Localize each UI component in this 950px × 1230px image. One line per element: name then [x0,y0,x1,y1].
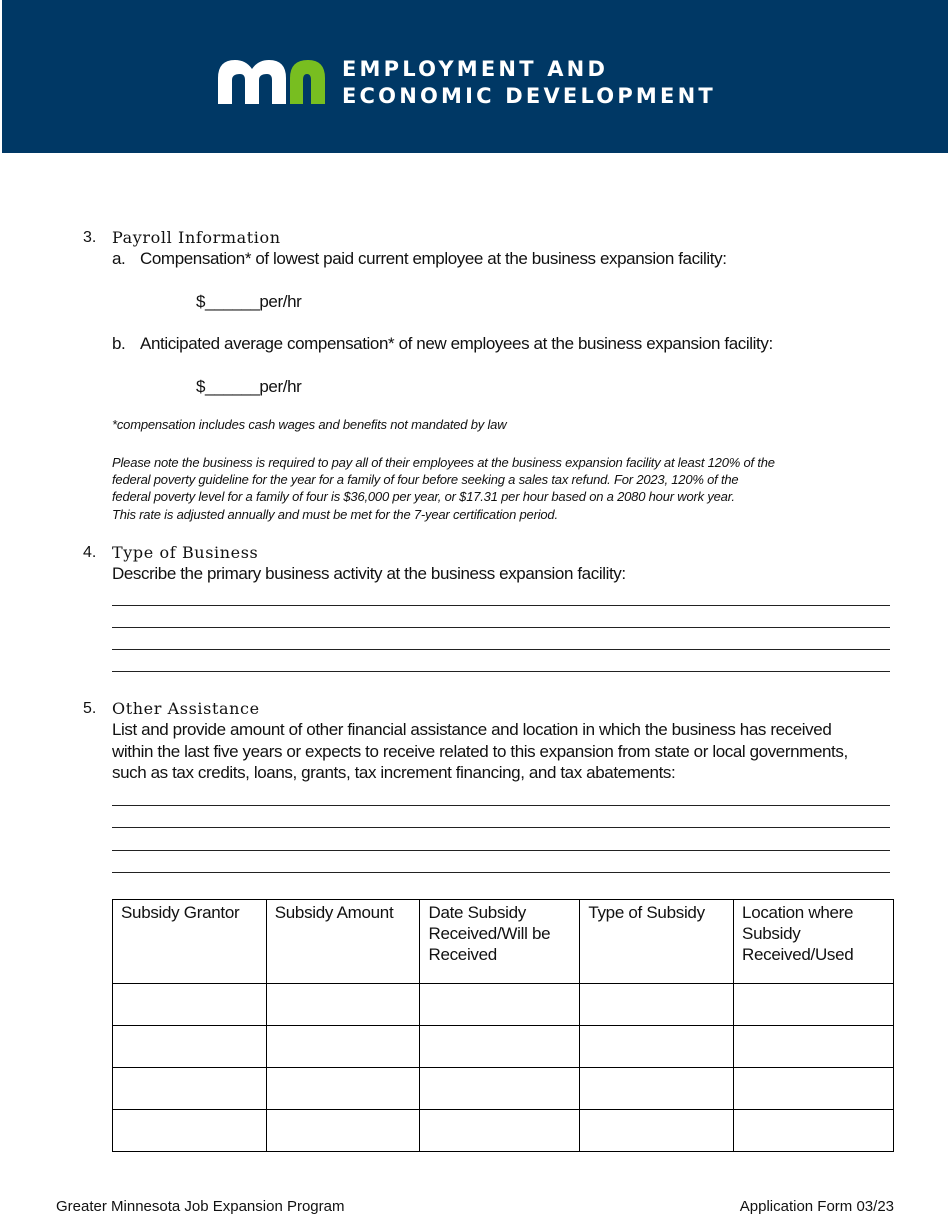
section-4-prompt: Describe the primary business activity at the business expansion facility: [112,564,626,583]
table-cell[interactable] [580,984,734,1026]
table-cell[interactable] [580,1110,734,1152]
section-5-number: 5. [83,700,97,717]
answer-line[interactable] [112,827,890,828]
item-b-text: Anticipated average compensation* of new employees at the business expansion facility: [140,334,773,353]
table-cell[interactable] [420,1026,580,1068]
subsidy-table [112,899,894,1152]
footer-form-version: Application Form 03/23 [739,1198,894,1215]
table-cell[interactable] [580,1026,734,1068]
table-cell[interactable] [420,1068,580,1110]
table-cell[interactable] [734,984,894,1026]
table-cell[interactable] [266,1110,420,1152]
answer-line[interactable] [112,850,890,851]
item-a-marker: a. [112,249,126,268]
table-cell[interactable] [113,1110,267,1152]
note-line: federal poverty guideline for the year for a family of four before seeking a sales tax refund. For 2023, 120% of the [112,472,739,487]
compensation-footnote: *compensation includes cash wages and benefits not mandated by law [112,417,507,432]
item-a-field[interactable]: $______per/hr [196,292,302,311]
header-banner [2,0,948,153]
table-cell[interactable] [420,984,580,1026]
footer-program-name: Greater Minnesota Job Expansion Program [56,1198,345,1215]
header-subsidy-amount: Subsidy Amount [266,900,420,984]
section-3-number: 3. [83,229,97,246]
header-subsidy-grantor: Subsidy Grantor [113,900,267,984]
table-cell[interactable] [734,1068,894,1110]
answer-line[interactable] [112,671,890,672]
table-cell[interactable] [113,1026,267,1068]
brand-name [342,56,716,110]
table-row [113,1110,894,1152]
answer-line[interactable] [112,605,890,606]
section-5-prompt-line: List and provide amount of other financial assistance and location in which the business has received [112,720,832,739]
header-type-of-subsidy: Type of Subsidy [580,900,734,984]
item-a-text: Compensation* of lowest paid current employee at the business expansion facility: [140,249,727,268]
section-4-number: 4. [83,544,97,561]
note-line: Please note the business is required to pay all of their employees at the business expansion facility at least 120% of the [112,455,775,470]
table-cell[interactable] [580,1068,734,1110]
section-5-title: Other Assistance [112,699,260,718]
answer-line[interactable] [112,627,890,628]
table-cell[interactable] [266,1026,420,1068]
item-b-marker: b. [112,334,126,353]
table-row [113,1026,894,1068]
section-5-prompt-line: such as tax credits, loans, grants, tax increment financing, and tax abatements: [112,763,676,782]
table-cell[interactable] [734,1110,894,1152]
table-cell[interactable] [113,984,267,1026]
table-cell[interactable] [266,984,420,1026]
item-b-field[interactable]: $______per/hr [196,377,302,396]
note-line: federal poverty level for a family of four is $36,000 per year, or $17.31 per hour based on a 2080 hour work year. [112,489,735,504]
brand-line-2: ECONOMIC DEVELOPMENT [342,84,716,108]
table-row [113,1068,894,1110]
note-line: This rate is adjusted annually and must be met for the 7-year certification period. [112,507,558,522]
brand-line-1: EMPLOYMENT AND [342,57,609,81]
section-5-prompt-line: within the last five years or expects to receive related to this expansion from state or local governments, [112,742,848,761]
answer-line[interactable] [112,872,890,873]
table-cell[interactable] [734,1026,894,1068]
section-3-title: Payroll Information [112,228,281,247]
mn-logo-icon [216,57,326,105]
answer-line[interactable] [112,649,890,650]
table-cell[interactable] [113,1068,267,1110]
header-date-subsidy: Date Subsidy Received/Will be Received [420,900,580,984]
header-location: Location where Subsidy Received/Used [734,900,894,984]
answer-line[interactable] [112,805,890,806]
table-cell[interactable] [420,1110,580,1152]
section-4-title: Type of Business [112,543,259,562]
table-header-row [113,900,894,984]
table-row [113,984,894,1026]
table-cell[interactable] [266,1068,420,1110]
